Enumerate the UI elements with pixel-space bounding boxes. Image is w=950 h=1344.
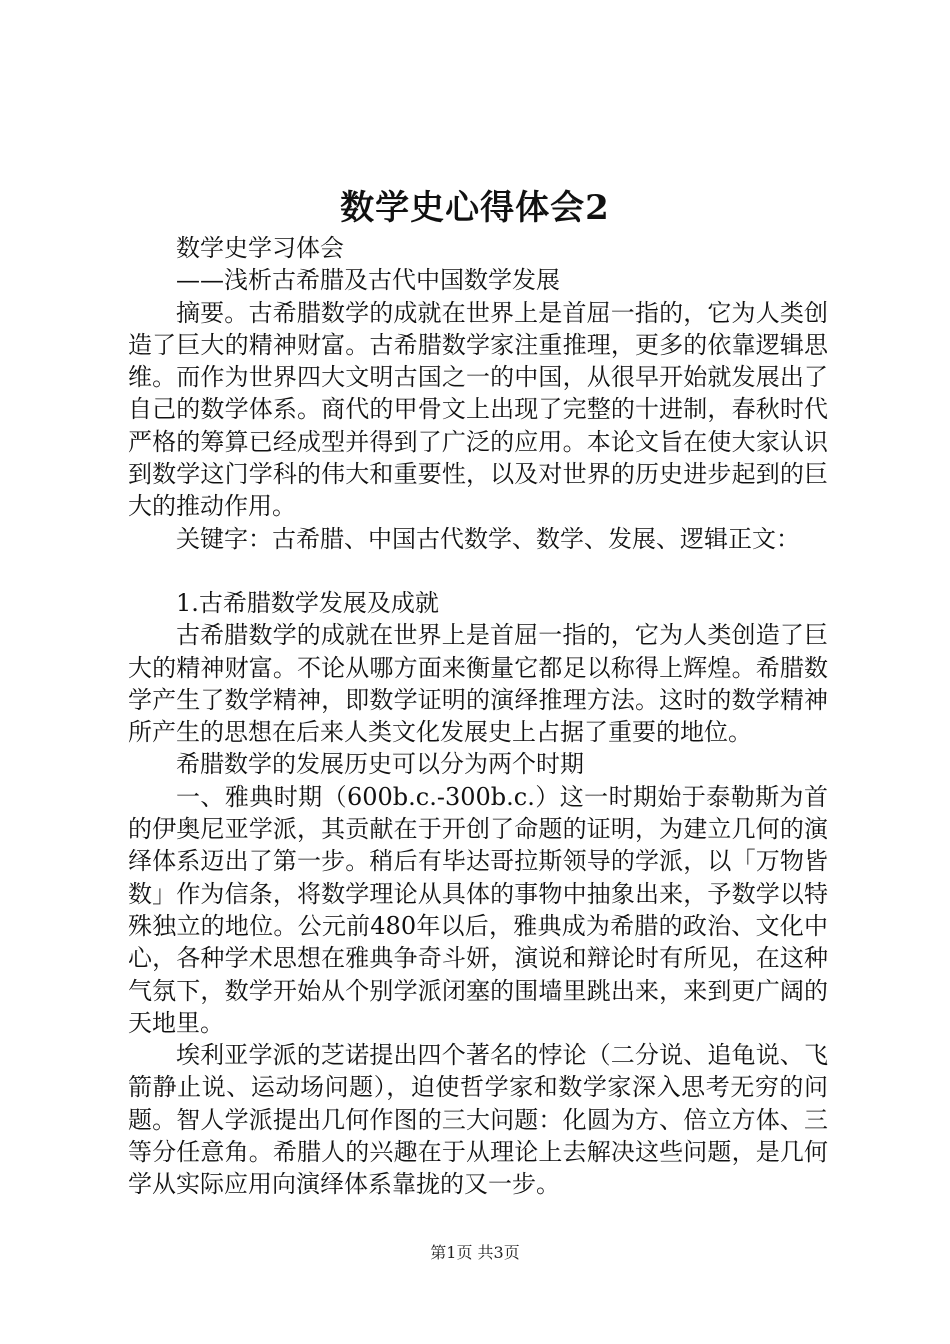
section-heading-1: 1.古希腊数学发展及成就 (176, 588, 439, 617)
document-body (128, 232, 828, 1201)
paragraph-greek-intro: 古希腊数学的成就在世界上是首屈一指的，它为人类创造了巨大的精神财富。不论从哪方面来衡量它都足以称得上辉煌。希腊数学产生了数学精神，即数学证明的演绎推理方法。这时的数学精神所产生的思想在后来人类文化发展史上占据了重要的地位。 (128, 621, 828, 747)
paragraph-abstract: 摘要。古希腊数学的成就在世界上是首屈一指的，它为人类创造了巨大的精神财富。古希腊数学家注重推理，更多的依靠逻辑思维。而作为世界四大文明古国之一的中国，从很早开始就发展出了自己的数学体系。商代的甲骨文上出现了完整的十进制，春秋时代严格的筹算已经成型并得到了广泛的应用。本论文旨在使大家认识到数学这门学科的伟大和重要性，以及对世界的历史进步起到的巨大的推动作用。 (128, 298, 828, 521)
paragraph-elea-school: 埃利亚学派的芝诺提出四个著名的悖论（二分说、追龟说、飞箭静止说、运动场问题），迫使哲学家和数学家深入思考无穷的问题。智人学派提出几何作图的三大问题：化圆为方、倍立方体、三等分任意角。希腊人的兴趣在于从理论上去解决这些问题，是几何学从实际应用向演绎体系靠拢的又一步。 (128, 1041, 828, 1199)
page-footer: 第1页 共3页 (430, 1243, 520, 1262)
paragraph-keywords: 关键字：古希腊、中国古代数学、数学、发展、逻辑正文： (176, 524, 800, 553)
document-title: 数学史心得体会2 (340, 188, 610, 228)
paragraph-periods: 希腊数学的发展历史可以分为两个时期 (176, 750, 584, 779)
paragraph-athens-period: 一、雅典时期（600b.c.-300b.c.）这一时期始于泰勒斯为首的伊奥尼亚学派，其贡献在于开创了命题的证明，为建立几何的演绎体系迈出了第一步。稍后有毕达哥拉斯领导的学派，以「万物皆数」作为信条，将数学理论从具体的事物中抽象出来，予数学以特殊独立的地位。公元前480年以后，雅典成为希腊的政治、文化中心，各种学术思想在雅典争奇斗妍，演说和辩论时有所见，在这种气氛下，数学开始从个别学派闭塞的围墙里跳出来，来到更广阔的天地里。 (128, 782, 828, 1037)
paragraph-subtitle: 数学史学习体会 (176, 234, 344, 262)
paragraph-subheading: ——浅析古希腊及古代中国数学发展 (176, 266, 560, 295)
